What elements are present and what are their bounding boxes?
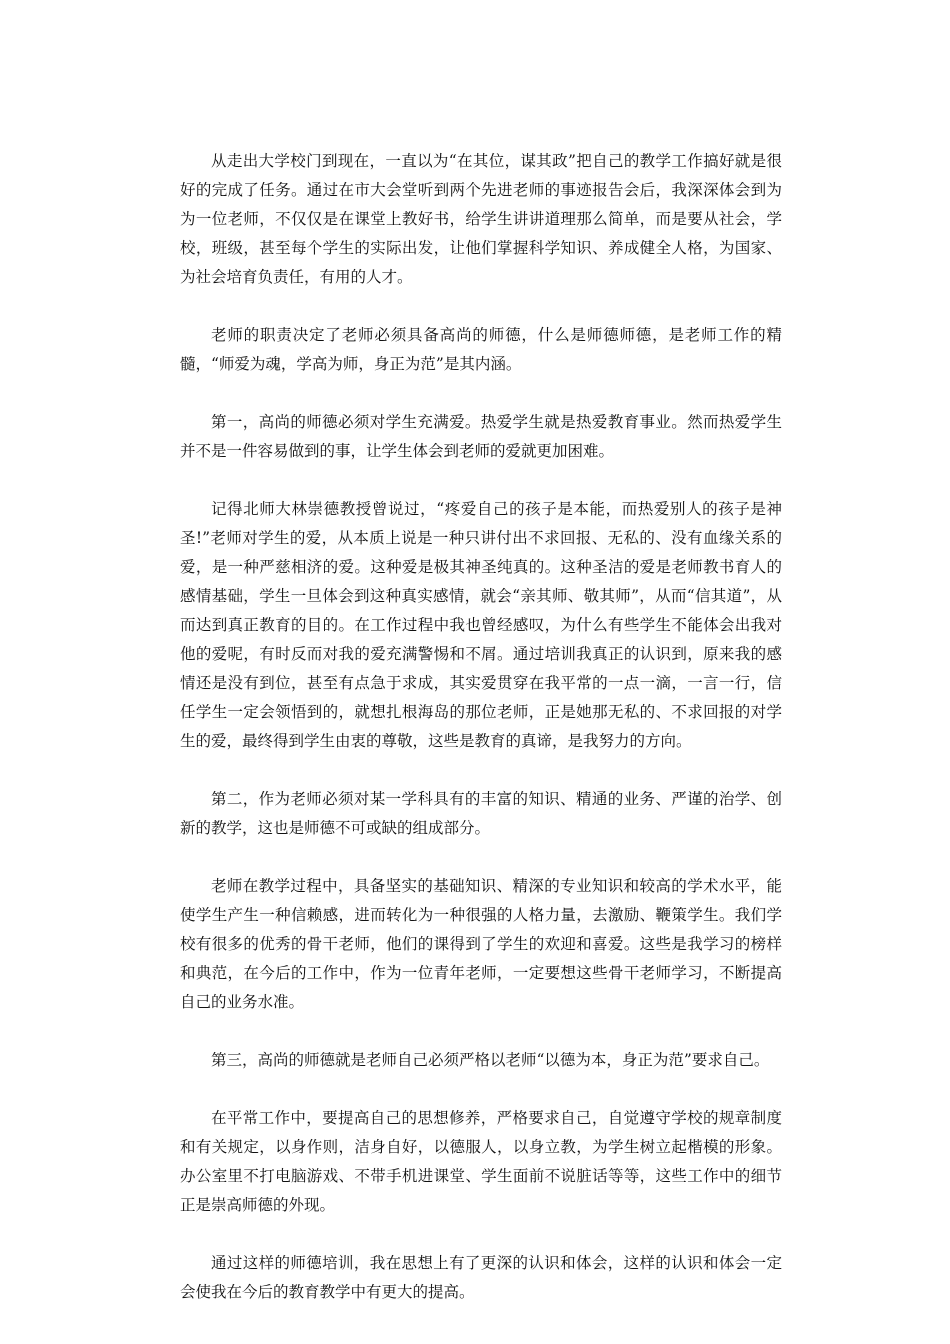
paragraph-5: 第二，作为老师必须对某一学科具有的丰富的知识、精通的业务、严谨的治学、创新的教学，这也是师德不可或缺的组成部分。 (180, 790, 782, 837)
document-body (180, 147, 782, 1307)
paragraph-8: 在平常工作中，要提高自己的思想修养，严格要求自己，自觉遵守学校的规章制度和有关规定，以身作则，洁身自好，以德服人，以身立教，为学生树立起楷模的形象。办公室里不打电脑游戏、不带手机进课堂、学生面前不说脏话等等，这些工作中的细节正是崇高师德的外现。 (180, 1109, 782, 1214)
paragraph-1: 从走出大学校门到现在，一直以为“在其位，谋其政”把自己的教学工作搞好就是很好的完成了任务。通过在市大会堂听到两个先进老师的事迹报告会后，我深深体会到为为一位老师，不仅仅是在课堂上教好书，给学生讲讲道理那么简单，而是要从社会，学校，班级，甚至每个学生的实际出发，让他们掌握科学知识、养成健全人格，为国家、为社会培育负责任，有用的人才。 (180, 152, 782, 286)
paragraph-2: 老师的职责决定了老师必须具备高尚的师德，什么是师德师德，是老师工作的精髓，“师爱为魂，学高为师，身正为范”是其内涵。 (180, 326, 782, 373)
paragraph-3: 第一，高尚的师德必须对学生充满爱。热爱学生就是热爱教育事业。然而热爱学生并不是一件容易做到的事，让学生体会到老师的爱就更加困难。 (180, 413, 782, 460)
paragraph-4: 记得北师大林崇德教授曾说过，“疼爱自己的孩子是本能，而热爱别人的孩子是神圣!”老师对学生的爱，从本质上说是一种只讲付出不求回报、无私的、没有血缘关系的爱，是一种严慈相济的爱。这种爱是极其神圣纯真的。这种圣洁的爱是老师教书育人的感情基础，学生一旦体会到这种真实感情，就会“亲其师、敬其师”，从而“信其道”，从而达到真正教育的目的。在工作过程中我也曾经感叹，为什么有些学生不能体会出我对他的爱呢，有时反而对我的爱充满警惕和不屑。通过培训我真正的认识到，原来我的感情还是没有到位，甚至有点急于求成，其实爱贯穿在我平常的一点一滴，一言一行，信任学生一定会领悟到的，就想扎根海岛的那位老师，正是她那无私的、不求回报的对学生的爱，最终得到学生由衷的尊敬，这些是教育的真谛，是我努力的方向。 (180, 500, 782, 750)
paragraph-7: 第三，高尚的师德就是老师自己必须严格以老师“以德为本，身正为范”要求自己。 (211, 1051, 770, 1069)
paragraph-6: 老师在教学过程中，具备坚实的基础知识、精深的专业知识和较高的学术水平，能使学生产生一种信赖感，进而转化为一种很强的人格力量，去激励、鞭策学生。我们学校有很多的优秀的骨干老师，他们的课得到了学生的欢迎和喜爱。这些是我学习的榜样和典范，在今后的工作中，作为一位青年老师，一定要想这些骨干老师学习，不断提高自己的业务水准。 (180, 877, 782, 1011)
paragraph-9: 通过这样的师德培训，我在思想上有了更深的认识和体会，这样的认识和体会一定会使我在今后的教育教学中有更大的提高。 (180, 1254, 782, 1301)
